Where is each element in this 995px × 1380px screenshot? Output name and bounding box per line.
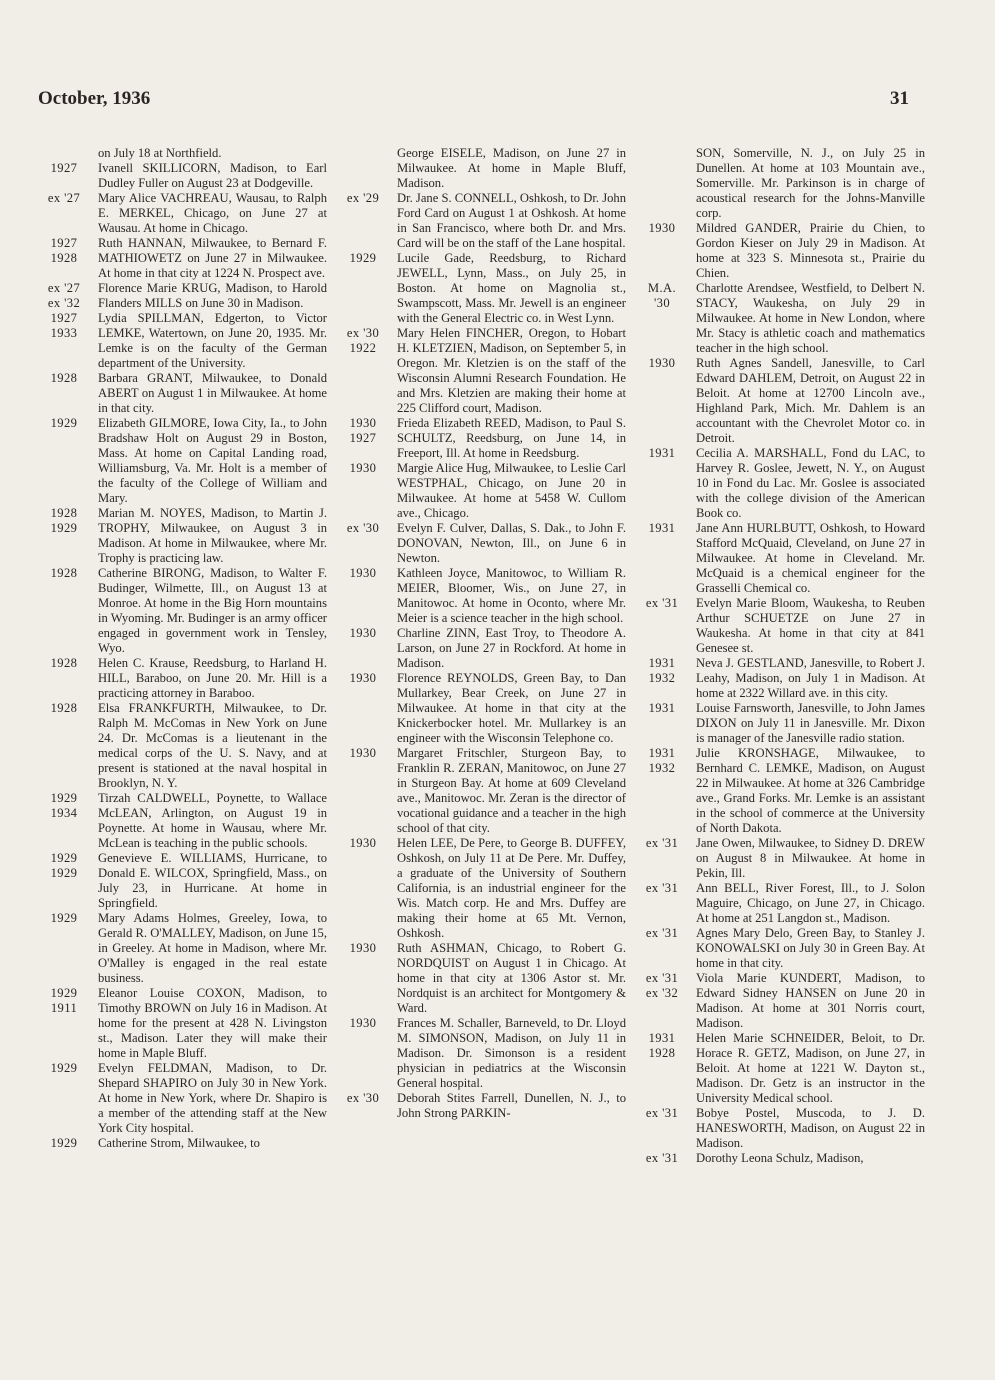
class-year: 1928 [50, 371, 78, 385]
class-year: 1928 [50, 656, 78, 670]
announcement-text: Helen LEE, De Pere, to George B. DUFFEY, Oshkosh, on July 11 at De Pere. Mr. Duffey, a graduate of the University of Southern California, is an industrial engineer for the Wis. Match corp. He and Mrs. Duffey are making their home at 65 Mt. Vernon, Oshkosh. [397, 836, 626, 940]
announcement-text: Mildred GANDER, Prairie du Chien, to Gordon Kieser on July 29 in Madison. At home at 323 S. Minnesota st., Prairie du Chien. [696, 221, 925, 280]
class-year: M.A. '30 [647, 281, 677, 310]
wedding-entry [335, 1091, 626, 1121]
wedding-entry [36, 791, 327, 851]
announcement-text: Mary Alice VACHREAU, Wausau, to Ralph E. MERKEL, Chicago, on June 27 at Wausau. At home in Chicago. [98, 191, 327, 235]
announcement-text: Jane Ann HURLBUTT, Oshkosh, to Howard Stafford McQuaid, Cleveland, on June 27 in Milwaukee. At home in Cleveland. Mr. McQuaid is a chemical engineer for the Grasselli Chemical co. [696, 521, 925, 595]
announcement-text: Deborah Stites Farrell, Dunellen, N. J., to John Strong PARKIN- [397, 1091, 626, 1120]
wedding-entry [335, 746, 626, 836]
wedding-entry [36, 1061, 327, 1136]
class-year: 1927 1928 [50, 236, 78, 265]
announcement-text: Lucile Gade, Reedsburg, to Richard JEWELL, Lynn, Mass., on July 25, in Boston. At home on Magnolia st., Swampscott, Mass. Mr. Jewell is an engineer with the General Electric co. in West Lynn. [397, 251, 626, 325]
announcement-text: Dorothy Leona Schulz, Madison, [696, 1151, 864, 1165]
wedding-entry [634, 281, 925, 356]
announcement-text: Evelyn Marie Bloom, Waukesha, to Reuben Arthur SCHUETZE on June 27 in Waukesha. At home in that city at 841 Genesee st. [696, 596, 925, 655]
announcement-text: on July 18 at Northfield. [98, 146, 222, 160]
announcement-text: Marian M. NOYES, Madison, to Martin J. TROPHY, Milwaukee, on August 3 in Madison. At home in Milwaukee, where Mr. Trophy is practicing law. [98, 506, 327, 565]
announcement-text: Charline ZINN, East Troy, to Theodore A. Larson, on June 27 in Rockford. At home in Madison. [397, 626, 626, 670]
class-year: ex '29 [346, 191, 380, 205]
wedding-entry [634, 521, 925, 596]
class-year: 1930 [349, 626, 377, 640]
wedding-entry [36, 146, 327, 161]
wedding-entry [36, 986, 327, 1061]
class-year: 1931 1932 [648, 656, 676, 685]
wedding-entry [36, 851, 327, 911]
class-year: ex '31 ex '32 [645, 971, 679, 1000]
announcement-text: Margaret Fritschler, Sturgeon Bay, to Franklin R. ZERAN, Manitowoc, on June 27 in Sturgeon Bay. At home at 609 Cleveland ave., Manitowoc. Mr. Zeran is the director of vocational guidance and a teacher in the high school of that city. [397, 746, 626, 835]
announcement-text: Tirzah CALDWELL, Poynette, to Wallace McLEAN, Arlington, on August 19 in Poynette. At home in Wausau, where Mr. McLean is teaching in the public schools. [98, 791, 327, 850]
page-number: 31 [890, 88, 909, 109]
wedding-entry [335, 941, 626, 1016]
class-year: 1927 1933 [50, 311, 78, 340]
announcement-text: Dr. Jane S. CONNELL, Oshkosh, to Dr. John Ford Card on August 1 at Oshkosh. At home in San Francisco, where both Dr. and Mrs. Card will be on the staff of the Lane hospital. [397, 191, 626, 250]
wedding-entry [634, 746, 925, 836]
class-year: ex '30 [346, 1091, 380, 1105]
wedding-entry [36, 371, 327, 416]
wedding-entry [335, 671, 626, 746]
announcement-text: George EISELE, Madison, on June 27 in Milwaukee. At home in Maple Bluff, Madison. [397, 146, 626, 190]
announcement-text: Elizabeth GILMORE, Iowa City, Ia., to John Bradshaw Holt on August 29 in Boston, Mass. At home on Capital Landing road, Williamsburg, Va. Mr. Holt is a member of the faculty of the College of William and Mary. [98, 416, 327, 505]
announcement-text: Julie KRONSHAGE, Milwaukee, to Bernhard C. LEMKE, Madison, on August 22 in Milwaukee. At home at 326 Cambridge ave., Grand Forks. Mr. Lemke is an assistant in the school of commerce at the University of North Dakota. [696, 746, 925, 835]
wedding-entry [335, 191, 626, 251]
class-year: 1930 [648, 221, 676, 235]
wedding-entry [335, 566, 626, 626]
announcement-text: Margie Alice Hug, Milwaukee, to Leslie Carl WESTPHAL, Chicago, on June 20 in Milwaukee. At home at 5458 W. Cullom ave., Chicago. [397, 461, 626, 520]
class-year: ex '31 [645, 836, 679, 850]
wedding-entry [634, 881, 925, 926]
announcement-text: Genevieve E. WILLIAMS, Hurricane, to Donald E. WILCOX, Springfield, Mass., on July 23, in Hurricane. At home in Springfield. [98, 851, 327, 910]
class-year: 1930 [648, 356, 676, 370]
columns [36, 146, 925, 1166]
announcement-text: Ann BELL, River Forest, Ill., to J. Solon Maguire, Chicago, on June 27, in Chicago. At home at 251 Langdon st., Madison. [696, 881, 925, 925]
announcement-text: Mary Adams Holmes, Greeley, Iowa, to Gerald R. O'MALLEY, Madison, on June 15, in Greeley. At home in Madison, where Mr. O'Malley is engaged in the real estate business. [98, 911, 327, 985]
announcement-text: Eleanor Louise COXON, Madison, to Timothy BROWN on July 16 in Madison. At home for the present at 428 N. Livingston st., Madison. Later they will make their home in Maple Bluff. [98, 986, 327, 1060]
announcement-text: SON, Somerville, N. J., on July 25 in Dunellen. At home at 103 Mountain ave., Somerville. Mr. Parkinson is in charge of acoustical research for the Johns-Manville corp. [696, 146, 925, 220]
announcement-text: Charlotte Arendsee, Westfield, to Delbert N. STACY, Waukesha, on July 29 in Milwaukee. At home in New London, where Mr. Stacy is athletic coach and mathematics teacher in the high school. [696, 281, 925, 355]
page-header [38, 88, 909, 110]
class-year: 1928 [50, 701, 78, 715]
announcement-text: Lydia SPILLMAN, Edgerton, to Victor LEMKE, Watertown, on June 20, 1935. Mr. Lemke is on the faculty of the German department of the University. [98, 311, 327, 370]
class-year: 1929 1929 [50, 851, 78, 880]
announcement-text: Agnes Mary Delo, Green Bay, to Stanley J. KONOWALSKI on July 30 in Green Bay. At home in that city. [696, 926, 925, 970]
class-year: 1930 [349, 746, 377, 760]
class-year: ex '31 [645, 1106, 679, 1120]
wedding-entry [335, 836, 626, 941]
wedding-entry [634, 146, 925, 221]
announcement-text: Frieda Elizabeth REED, Madison, to Paul S. SCHULTZ, Reedsburg, on June 14, in Freeport, Ill. At home in Reedsburg. [397, 416, 626, 460]
class-year: 1930 [349, 1016, 377, 1030]
announcement-text: Evelyn F. Culver, Dallas, S. Dak., to John F. DONOVAN, Newton, Ill., on June 6 in Newton. [397, 521, 626, 565]
wedding-entry [335, 326, 626, 416]
announcement-text: Ivanell SKILLICORN, Madison, to Earl Dudley Fuller on August 23 at Dodgeville. [98, 161, 327, 190]
class-year: ex '27 [47, 191, 81, 205]
announcement-text: Barbara GRANT, Milwaukee, to Donald ABERT on August 1 in Milwaukee. At home in that city. [98, 371, 327, 415]
wedding-entry [335, 251, 626, 326]
wedding-entry [335, 461, 626, 521]
announcement-text: Helen C. Krause, Reedsburg, to Harland H. HILL, Baraboo, on June 20. Mr. Hill is a practicing attorney in Baraboo. [98, 656, 327, 700]
wedding-entry [36, 161, 327, 191]
class-year: 1929 [50, 1136, 78, 1150]
class-year: 1930 [349, 671, 377, 685]
wedding-entry [36, 506, 327, 566]
class-year: 1929 1934 [50, 791, 78, 820]
wedding-entry [634, 926, 925, 971]
wedding-entry [634, 656, 925, 701]
wedding-entry [36, 416, 327, 506]
class-year: ex '27 ex '32 [47, 281, 81, 310]
announcement-text: Louise Farnsworth, Janesville, to John James DIXON on July 11 in Janesville. Mr. Dixon is manager of the Janesville radio station. [696, 701, 925, 745]
announcement-text: Bobye Postel, Muscoda, to J. D. HANESWORTH, Madison, on August 22 in Madison. [696, 1106, 925, 1150]
class-year: 1931 [648, 701, 676, 715]
wedding-entry [634, 221, 925, 281]
class-year: 1930 [349, 836, 377, 850]
wedding-entry [634, 1031, 925, 1106]
announcement-text: Frances M. Schaller, Barneveld, to Dr. Lloyd M. SIMONSON, Madison, on July 11 in Madison. Dr. Simonson is a resident physician in pediatrics at the Wisconsin General hospital. [397, 1016, 626, 1090]
wedding-entry [634, 971, 925, 1031]
class-year: 1930 [349, 941, 377, 955]
announcement-text: Kathleen Joyce, Manitowoc, to William R. MEIER, Bloomer, Wis., on June 27, in Manitowoc. At home in Oconto, where Mr. Meier is a science teacher in the high school. [397, 566, 626, 625]
announcement-text: Florence Marie KRUG, Madison, to Harold Flanders MILLS on June 30 in Madison. [98, 281, 327, 310]
issue-date: October, 1936 [38, 88, 151, 109]
class-year: 1929 [50, 1061, 78, 1075]
announcement-text: Ruth ASHMAN, Chicago, to Robert G. NORDQUIST on August 1 in Chicago. At home in that city at 1306 Astor st. Mr. Nordquist is an architect for Montgomery & Ward. [397, 941, 626, 1015]
wedding-entry [36, 656, 327, 701]
wedding-entry [335, 416, 626, 461]
announcement-text: Viola Marie KUNDERT, Madison, to Edward Sidney HANSEN on June 20 in Madison. At home at 301 Norris court, Madison. [696, 971, 925, 1030]
wedding-entry [634, 356, 925, 446]
class-year: 1931 1932 [648, 746, 676, 775]
class-year: 1929 [349, 251, 377, 265]
announcement-text: Evelyn FELDMAN, Madison, to Dr. Shepard SHAPIRO on July 30 in New York. At home in New York, where Dr. Shapiro is a member of the attending staff at the New York City hospital. [98, 1061, 327, 1135]
class-year [36, 146, 92, 161]
wedding-entry [335, 626, 626, 671]
announcement-text: Helen Marie SCHNEIDER, Beloit, to Dr. Horace R. GETZ, Madison, on June 27, in Beloit. At home at 1221 W. Dayton st., Madison. Dr. Getz is an instructor in the University Medical school. [696, 1031, 925, 1105]
class-year: 1930 1927 [349, 416, 377, 445]
class-year: 1927 [50, 161, 78, 175]
class-year: 1929 [50, 416, 78, 430]
column-left [36, 146, 327, 1166]
wedding-entry [36, 191, 327, 236]
announcement-text: Mary Helen FINCHER, Oregon, to Hobart H. KLETZIEN, Madison, on September 5, in Oregon. Mr. Kletzien is on the staff of the Wisconsin Alumni Research Foundation. He and Mrs. Kletzien are making their home at 225 Clifford court, Madison. [397, 326, 626, 415]
column-middle [335, 146, 626, 1166]
class-year: 1931 1928 [648, 1031, 676, 1060]
class-year: 1931 [648, 521, 676, 535]
wedding-entry [634, 596, 925, 656]
wedding-entry [36, 1136, 327, 1151]
class-year: 1930 [349, 566, 377, 580]
wedding-entry [36, 281, 327, 311]
announcement-text: Ruth HANNAN, Milwaukee, to Bernard F. MATHIOWETZ on June 27 in Milwaukee. At home in that city at 1224 N. Prospect ave. [98, 236, 327, 280]
class-year: 1930 [349, 461, 377, 475]
wedding-entry [36, 236, 327, 281]
wedding-entry [36, 311, 327, 371]
class-year: ex '30 1922 [346, 326, 380, 355]
announcement-text: Ruth Agnes Sandell, Janesville, to Carl Edward DAHLEM, Detroit, on August 22 in Beloit. At home at 12700 Lincoln ave., Highland Park, Mich. Mr. Dahlem is an accountant with the Chevrolet Motor co. in Detroit. [696, 356, 925, 445]
class-year [335, 146, 391, 191]
announcement-text: Neva J. GESTLAND, Janesville, to Robert J. Leahy, Madison, on July 1 in Madison. At home at 2322 Willard ave. in this city. [696, 656, 925, 700]
class-year: ex '30 [346, 521, 380, 535]
class-year: ex '31 [645, 1151, 679, 1165]
class-year: 1931 [648, 446, 676, 460]
class-year: 1928 [50, 566, 78, 580]
announcement-text: Jane Owen, Milwaukee, to Sidney D. DREW on August 8 in Milwaukee. At home in Pekin, Ill. [696, 836, 925, 880]
class-year: ex '31 [645, 881, 679, 895]
class-year [634, 146, 690, 221]
class-year: 1929 [50, 911, 78, 925]
class-year: 1929 1911 [50, 986, 78, 1015]
wedding-entry [335, 146, 626, 191]
wedding-entry [335, 521, 626, 566]
wedding-entry [634, 701, 925, 746]
column-right [634, 146, 925, 1166]
wedding-entry [634, 1106, 925, 1151]
wedding-entry [634, 446, 925, 521]
class-year: ex '31 [645, 926, 679, 940]
wedding-entry [36, 566, 327, 656]
announcement-text: Elsa FRANKFURTH, Milwaukee, to Dr. Ralph M. McComas in New York on June 24. Dr. McComas is a lieutenant in the medical corps of the U. S. Navy, and at present is stationed at the naval hospital in Brooklyn, N. Y. [98, 701, 327, 790]
wedding-entry [36, 701, 327, 791]
announcement-text: Florence REYNOLDS, Green Bay, to Dan Mullarkey, Bear Creek, on June 27 in Milwaukee. At home in that city at the Knickerbocker hotel. Mr. Mullarkey is an engineer with the Wisconsin Telephone co. [397, 671, 626, 745]
wedding-entry [634, 836, 925, 881]
wedding-entry [36, 911, 327, 986]
wedding-entry [335, 1016, 626, 1091]
announcement-text: Cecilia A. MARSHALL, Fond du LAC, to Harvey R. Goslee, Jewett, N. Y., on August 10 in Fond du Lac. Mr. Goslee is associated with the college division of the American Book co. [696, 446, 925, 520]
class-year: 1928 1929 [50, 506, 78, 535]
announcement-text: Catherine Strom, Milwaukee, to [98, 1136, 260, 1150]
wedding-entry [634, 1151, 925, 1166]
announcement-text: Catherine BIRONG, Madison, to Walter F. Budinger, Wilmette, Ill., on August 13 at Monroe. At home in the Big Horn mountains in Wyoming. Mr. Budinger is an army officer engaged in government work in Tensley, Wyo. [98, 566, 327, 655]
class-year: ex '31 [645, 596, 679, 610]
